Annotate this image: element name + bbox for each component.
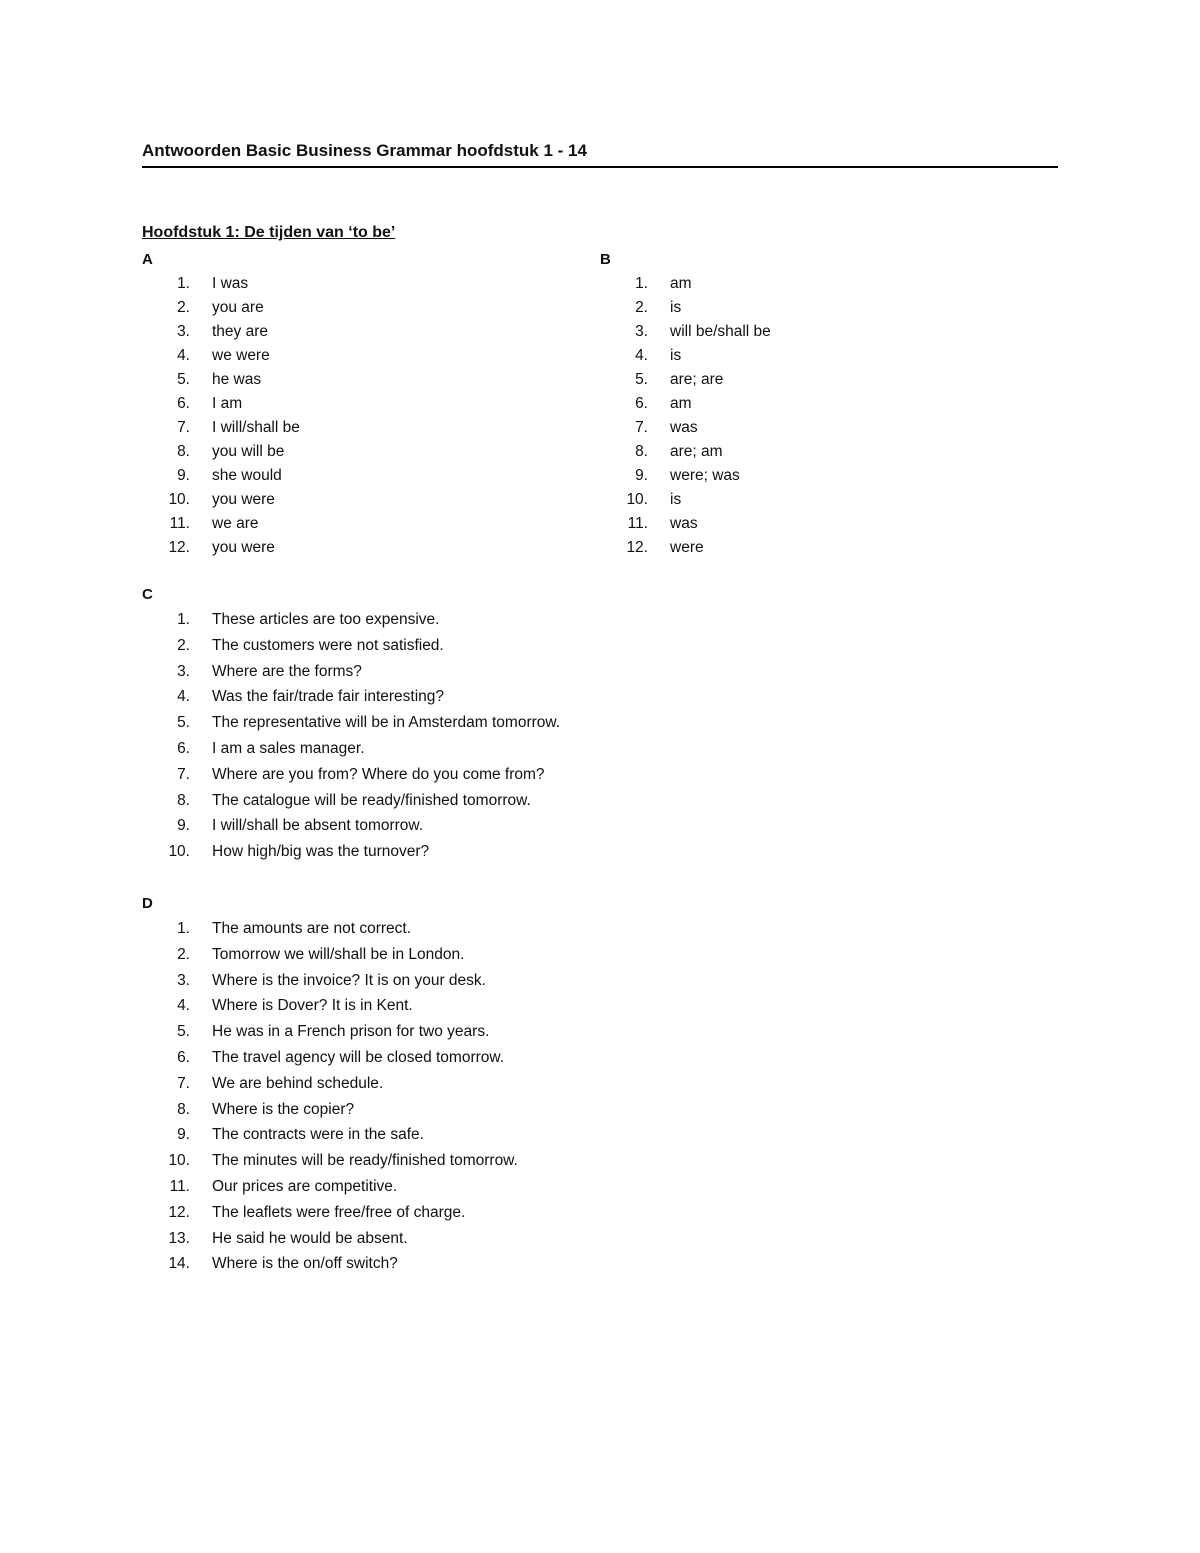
answer-text: The travel agency will be closed tomorrow. xyxy=(212,1048,505,1066)
answer-number: 11. xyxy=(169,1177,190,1195)
answer-item xyxy=(142,464,562,488)
document-title: Antwoorden Basic Business Grammar hoofdstuk 1 - 14 xyxy=(142,141,587,160)
answer-item xyxy=(142,512,562,536)
answer-text: Where is Dover? It is in Kent. xyxy=(212,997,413,1015)
answer-text: is xyxy=(670,347,682,364)
answer-number: 11. xyxy=(627,515,648,532)
answer-text: he was xyxy=(212,371,262,388)
answer-text: Tomorrow we will/shall be in London. xyxy=(212,945,465,963)
answer-item xyxy=(600,272,1020,296)
answer-number: 14. xyxy=(168,1255,190,1273)
section-c-list xyxy=(142,607,1042,865)
section-b-list xyxy=(600,272,1020,560)
answer-item xyxy=(600,320,1020,344)
answer-number: 10. xyxy=(626,491,648,508)
answer-text: The contracts were in the safe. xyxy=(212,1126,424,1144)
answer-text: was xyxy=(670,515,698,532)
answer-item xyxy=(600,344,1020,368)
answer-text: How high/big was the turnover? xyxy=(212,843,430,861)
answer-text: He was in a French prison for two years. xyxy=(212,1023,490,1041)
answer-number: 4. xyxy=(177,688,190,706)
answer-item xyxy=(600,392,1020,416)
answer-number: 6. xyxy=(177,395,190,412)
answer-number: 7. xyxy=(177,1074,190,1092)
answer-number: 7. xyxy=(177,419,190,436)
answer-number: 9. xyxy=(177,467,190,484)
answer-number: 8. xyxy=(177,791,190,809)
answer-text: I will/shall be xyxy=(212,419,300,436)
answer-item xyxy=(142,368,562,392)
answer-number: 2. xyxy=(177,299,190,316)
answer-number: 3. xyxy=(635,323,648,340)
answer-number: 13. xyxy=(168,1229,190,1247)
answer-number: 5. xyxy=(635,371,648,388)
answer-text: am xyxy=(670,395,692,412)
answer-text: Where are you from? Where do you come from? xyxy=(212,765,545,783)
section-d-label: D xyxy=(142,895,153,912)
answer-item xyxy=(142,272,562,296)
answer-item xyxy=(600,440,1020,464)
answer-item xyxy=(142,839,1042,865)
answer-number: 10. xyxy=(168,1152,190,1170)
answer-text: We are behind schedule. xyxy=(212,1074,384,1092)
answer-item xyxy=(600,464,1020,488)
answer-item xyxy=(142,344,562,368)
answer-text: she would xyxy=(212,467,282,484)
answer-item xyxy=(142,607,1042,633)
answer-number: 3. xyxy=(177,662,190,680)
answer-number: 3. xyxy=(177,323,190,340)
answer-number: 4. xyxy=(177,347,190,364)
answer-number: 5. xyxy=(177,371,190,388)
answer-text: Where is the on/off switch? xyxy=(212,1255,398,1273)
answer-number: 11. xyxy=(169,515,190,532)
answer-item xyxy=(142,440,562,464)
answer-text: am xyxy=(670,275,692,292)
answer-text: I will/shall be absent tomorrow. xyxy=(212,817,424,835)
section-c-label: C xyxy=(142,586,153,603)
answer-item xyxy=(600,488,1020,512)
answer-text: is xyxy=(670,491,682,508)
answer-number: 8. xyxy=(177,443,190,460)
answer-text: were; was xyxy=(670,467,740,484)
answer-text: you were xyxy=(212,539,275,556)
answer-item xyxy=(142,1148,1042,1174)
answer-text: we are xyxy=(212,515,259,532)
answer-item xyxy=(142,1226,1042,1252)
answer-text: I am a sales manager. xyxy=(212,739,365,757)
answer-text: you will be xyxy=(212,443,285,460)
answer-item xyxy=(600,416,1020,440)
title-underline-rule xyxy=(142,166,1058,168)
answer-number: 1. xyxy=(177,920,190,937)
answer-item xyxy=(142,392,562,416)
section-a-label: A xyxy=(142,251,153,268)
answer-text: I was xyxy=(212,275,249,292)
answer-text: Was the fair/trade fair interesting? xyxy=(212,688,445,706)
answer-text: Where is the copier? xyxy=(212,1100,355,1118)
answer-number: 12. xyxy=(168,1203,190,1221)
answer-number: 3. xyxy=(177,971,190,989)
answer-number: 1. xyxy=(177,275,190,292)
answer-number: 9. xyxy=(177,1126,190,1144)
answer-item xyxy=(142,762,1042,788)
answer-number: 2. xyxy=(177,636,190,654)
answer-item xyxy=(142,736,1042,762)
answer-item xyxy=(142,416,562,440)
section-a-list xyxy=(142,272,562,560)
answer-item xyxy=(142,659,1042,685)
answer-text: was xyxy=(670,419,698,436)
answer-number: 7. xyxy=(635,419,648,436)
answer-number: 1. xyxy=(177,611,190,628)
answer-item xyxy=(142,993,1042,1019)
answer-number: 8. xyxy=(177,1100,190,1118)
answer-item xyxy=(142,633,1042,659)
answer-number: 7. xyxy=(177,765,190,783)
answer-number: 5. xyxy=(177,714,190,732)
answer-item xyxy=(142,1097,1042,1123)
answer-item xyxy=(142,1251,1042,1277)
answer-item xyxy=(142,536,562,560)
answer-number: 8. xyxy=(635,443,648,460)
answer-item xyxy=(142,788,1042,814)
answer-text: you were xyxy=(212,491,275,508)
answer-number: 6. xyxy=(177,1048,190,1066)
answer-text: are; am xyxy=(670,443,723,460)
answer-text: The amounts are not correct. xyxy=(212,920,412,937)
answer-text: are; are xyxy=(670,371,724,388)
answer-text: they are xyxy=(212,323,269,340)
answer-text: The representative will be in Amsterdam tomorrow. xyxy=(212,714,561,732)
answer-text: The minutes will be ready/finished tomorrow. xyxy=(212,1152,518,1170)
answer-number: 10. xyxy=(168,843,190,861)
answer-item xyxy=(600,512,1020,536)
answer-text: The customers were not satisfied. xyxy=(212,636,444,654)
answer-text: He said he would be absent. xyxy=(212,1229,408,1247)
section-b-label: B xyxy=(600,251,611,268)
answer-text: The catalogue will be ready/finished tomorrow. xyxy=(212,791,531,809)
answer-number: 12. xyxy=(626,539,648,556)
answer-item xyxy=(142,320,562,344)
answer-item xyxy=(600,536,1020,560)
answer-item xyxy=(600,296,1020,320)
answer-item xyxy=(600,368,1020,392)
answer-text: will be/shall be xyxy=(670,323,771,340)
answer-item xyxy=(142,942,1042,968)
answer-text: These articles are too expensive. xyxy=(212,611,440,628)
answer-item xyxy=(142,1045,1042,1071)
answer-text: is xyxy=(670,299,682,316)
answer-item xyxy=(142,1019,1042,1045)
answer-item xyxy=(142,1174,1042,1200)
chapter-heading: Hoofdstuk 1: De tijden van ‘to be’ xyxy=(142,224,396,241)
answer-number: 1. xyxy=(635,275,648,292)
answer-number: 9. xyxy=(177,817,190,835)
answer-item xyxy=(142,296,562,320)
answer-number: 6. xyxy=(635,395,648,412)
answer-text: we were xyxy=(212,347,270,364)
answer-text: Our prices are competitive. xyxy=(212,1177,398,1195)
answer-text: you are xyxy=(212,299,264,316)
answer-number: 12. xyxy=(168,539,190,556)
answer-text: Where is the invoice? It is on your desk. xyxy=(212,971,486,989)
answer-item xyxy=(142,916,1042,942)
answer-item xyxy=(142,1122,1042,1148)
answer-number: 10. xyxy=(168,491,190,508)
answer-number: 4. xyxy=(635,347,648,364)
answer-number: 2. xyxy=(635,299,648,316)
answer-item xyxy=(142,1071,1042,1097)
answer-text: The leaflets were free/free of charge. xyxy=(212,1203,466,1221)
answer-text: Where are the forms? xyxy=(212,662,362,680)
answer-number: 2. xyxy=(177,945,190,963)
answer-text: I am xyxy=(212,395,243,412)
answer-number: 4. xyxy=(177,997,190,1015)
answer-item xyxy=(142,1200,1042,1226)
answer-item xyxy=(142,684,1042,710)
answer-number: 9. xyxy=(635,467,648,484)
answer-item xyxy=(142,710,1042,736)
answer-item xyxy=(142,813,1042,839)
section-d-list xyxy=(142,916,1042,1277)
answer-item xyxy=(142,488,562,512)
answer-text: were xyxy=(670,539,704,556)
answer-number: 6. xyxy=(177,739,190,757)
answer-number: 5. xyxy=(177,1023,190,1041)
answer-item xyxy=(142,968,1042,994)
